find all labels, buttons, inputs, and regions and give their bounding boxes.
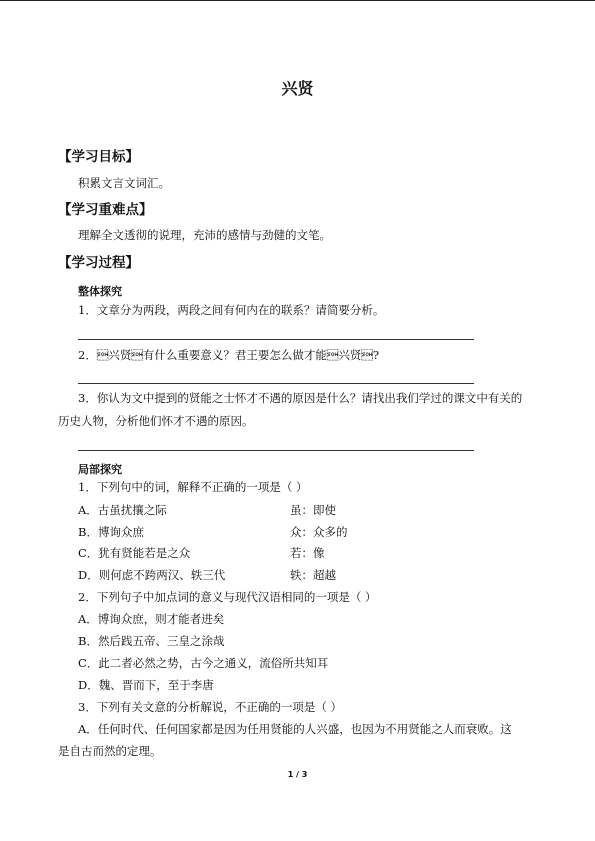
q1-option-c-gloss: 若：像 (290, 546, 325, 560)
local-question-2: 2．下列句子中加点词的意义与现代汉语相同的一项是（ ） (78, 590, 377, 604)
q1-option-a-gloss: 虽：即使 (290, 503, 336, 517)
page-number: 1 / 3 (287, 770, 308, 779)
answer-line-3[interactable] (78, 450, 474, 451)
answer-line-1[interactable] (78, 339, 474, 340)
overall-question-2: 2．兴贤有什么重要意义？君王要怎么做才能兴贤? (78, 348, 379, 362)
goal-text: 积累文言文词汇。 (78, 176, 170, 190)
q2-option-d: D．魏、晋而下，至于李唐 (78, 678, 214, 692)
subheading-overall-inquiry: 整体探究 (78, 285, 122, 298)
q1-option-c: C．犹有贤能若是之众 (78, 546, 191, 560)
q1-option-a: A．古虽扰攘之际 (78, 503, 167, 517)
overall-question-3-line-1: 3．你认为文中提到的贤能之士怀才不遇的原因是什么？请找出我们学过的课文中有关的 (78, 391, 523, 405)
overall-question-1: 1．文章分为两段，两段之间有何内在的联系？请简要分析。 (78, 303, 385, 317)
q2-option-b: B．然后践五帝、三皇之涂哉 (78, 634, 225, 648)
overall-question-3-line-2: 历史人物，分析他们怀才不遇的原因。 (58, 414, 254, 428)
document-title: 兴贤 (281, 79, 314, 98)
answer-line-2[interactable] (78, 383, 474, 384)
q2-option-c: C．此二者必然之势，古今之通义，流俗所共知耳 (78, 656, 329, 670)
q2-option-a: A．博询众庶，则才能者进矣 (78, 612, 225, 626)
key-points-text: 理解全文透彻的说理，充沛的感情与劲健的文笔。 (78, 228, 331, 242)
q3-option-a-line-1: A．任何时代、任何国家都是因为任用贤能的人兴盛，也因为不用贤能之人而衰败。这 (78, 722, 512, 736)
page-top-border (0, 0, 595, 1)
q1-option-d-gloss: 轶：超越 (290, 568, 336, 582)
q3-option-a-line-2: 是自古而然的定理。 (58, 744, 162, 758)
local-question-3: 3．下列有关文意的分析解说，不正确的一项是（ ） (78, 700, 342, 714)
q1-option-d: D．则何虑不跨两汉、轶三代 (78, 568, 226, 582)
q1-option-b-gloss: 众：众多的 (290, 525, 348, 539)
heading-learning-process: 【学习过程】 (58, 255, 139, 271)
heading-learning-goals: 【学习目标】 (58, 149, 139, 165)
heading-key-points: 【学习重难点】 (58, 202, 153, 218)
local-question-1: 1．下列句中的词，解释不正确的一项是（ ） (78, 480, 308, 494)
q1-option-b: B．博询众庶 (78, 525, 144, 539)
subheading-local-inquiry: 局部探究 (78, 463, 122, 476)
